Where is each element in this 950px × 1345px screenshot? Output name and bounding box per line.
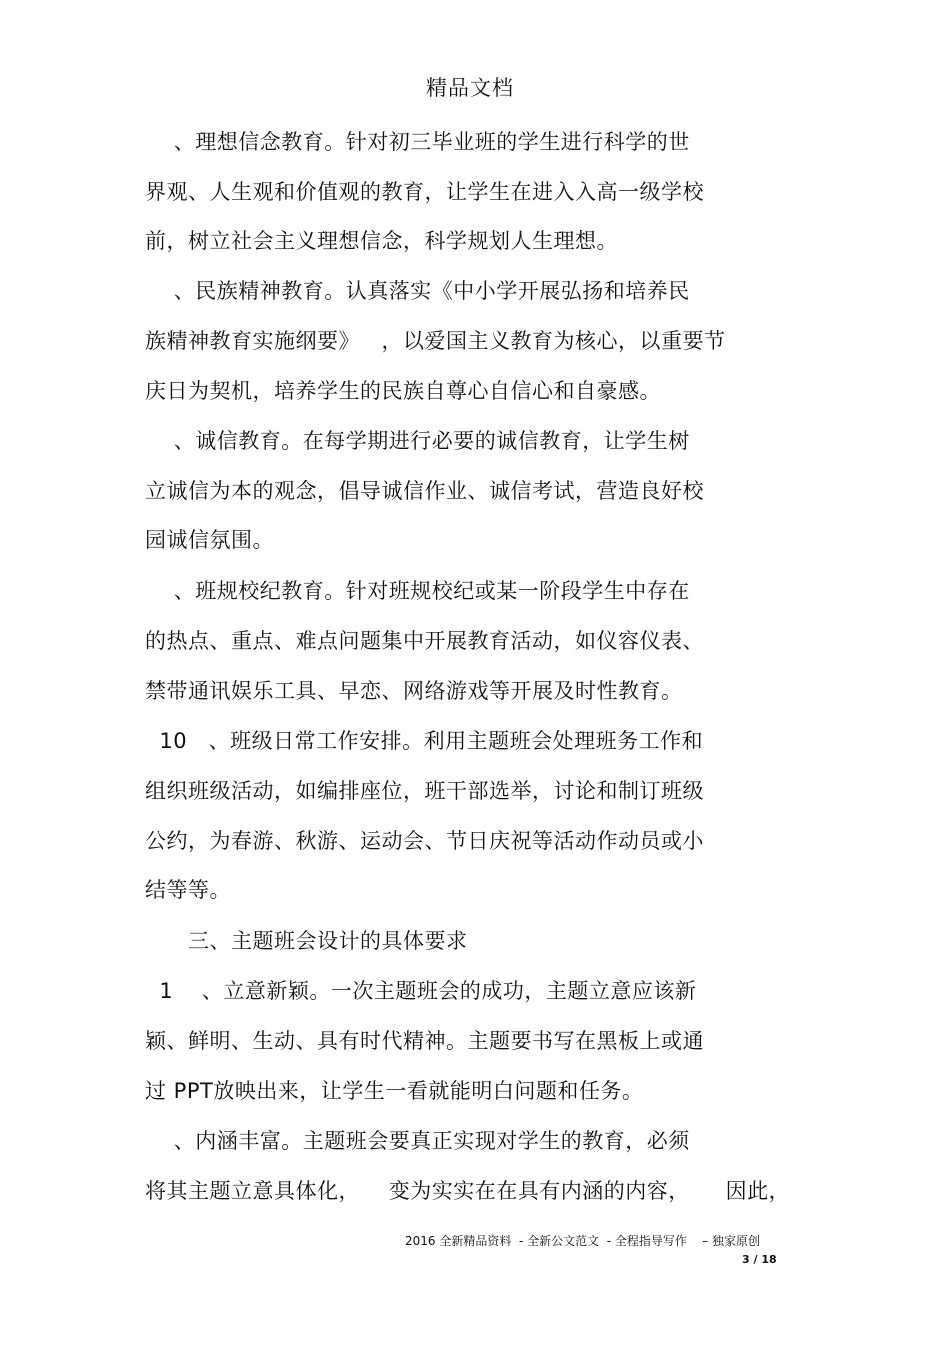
body-line-16: 结等等。: [145, 878, 231, 902]
body-line-18: 1 、立意新颖。一次主题班会的成功，主题立意应该新: [145, 979, 697, 1003]
body-line-21: 、内涵丰富。主题班会要真正实现对学生的教育，必须: [145, 1129, 690, 1153]
body-line-2: 界观、人生观和价值观的教育，让学生在进入入高一级学校: [145, 180, 704, 204]
body-line-7: 、诚信教育。在每学期进行必要的诚信教育，让学生树: [145, 429, 690, 453]
body-line-13: 10 、班级日常工作安排。利用主题班会处理班务工作和: [145, 729, 704, 753]
body-line-6: 庆日为契机，培养学生的民族自尊心自信心和自豪感。: [145, 379, 661, 403]
body-line-3: 前，树立社会主义理想信念，科学规划人生理想。: [145, 229, 618, 253]
body-line-22: 将其主题立意具体化， 变为实实在在具有内涵的内容， 因此，: [145, 1179, 791, 1203]
page-header-title: 精品文档: [426, 76, 514, 100]
body-line-20: 过 PPT放映出来，让学生一看就能明白问题和任务。: [145, 1079, 644, 1103]
section-heading: 三、主题班会设计的具体要求: [145, 929, 468, 953]
body-line-14: 组织班级活动，如编排座位，班干部选举，讨论和制订班级: [145, 779, 704, 803]
footer-text: 2016 全新精品资料 - 全新公文范文 - 全程指导写作 – 独家原创: [405, 1234, 760, 1248]
body-line-8: 立诚信为本的观念，倡导诚信作业、诚信考试，营造良好校: [145, 479, 704, 503]
body-line-12: 禁带通讯娱乐工具、早恋、网络游戏等开展及时性教育。: [145, 679, 683, 703]
page-number: 3 / 18: [742, 1253, 777, 1266]
body-line-11: 的热点、重点、难点问题集中开展教育活动，如仪容仪表、: [145, 629, 704, 653]
body-line-5: 族精神教育实施纲要》 ，以爱国主义教育为核心，以重要节: [145, 329, 726, 353]
body-line-4: 、民族精神教育。认真落实《中小学开展弘扬和培养民: [145, 279, 690, 303]
body-line-9: 园诚信氛围。: [145, 528, 274, 552]
body-line-1: 、理想信念教育。针对初三毕业班的学生进行科学的世: [145, 130, 690, 154]
body-line-15: 公约，为春游、秋游、运动会、节日庆祝等活动作动员或小: [145, 829, 704, 853]
body-line-10: 、班规校纪教育。针对班规校纪或某一阶段学生中存在: [145, 579, 690, 603]
body-line-19: 颖、鲜明、生动、具有时代精神。主题要书写在黑板上或通: [145, 1029, 704, 1053]
